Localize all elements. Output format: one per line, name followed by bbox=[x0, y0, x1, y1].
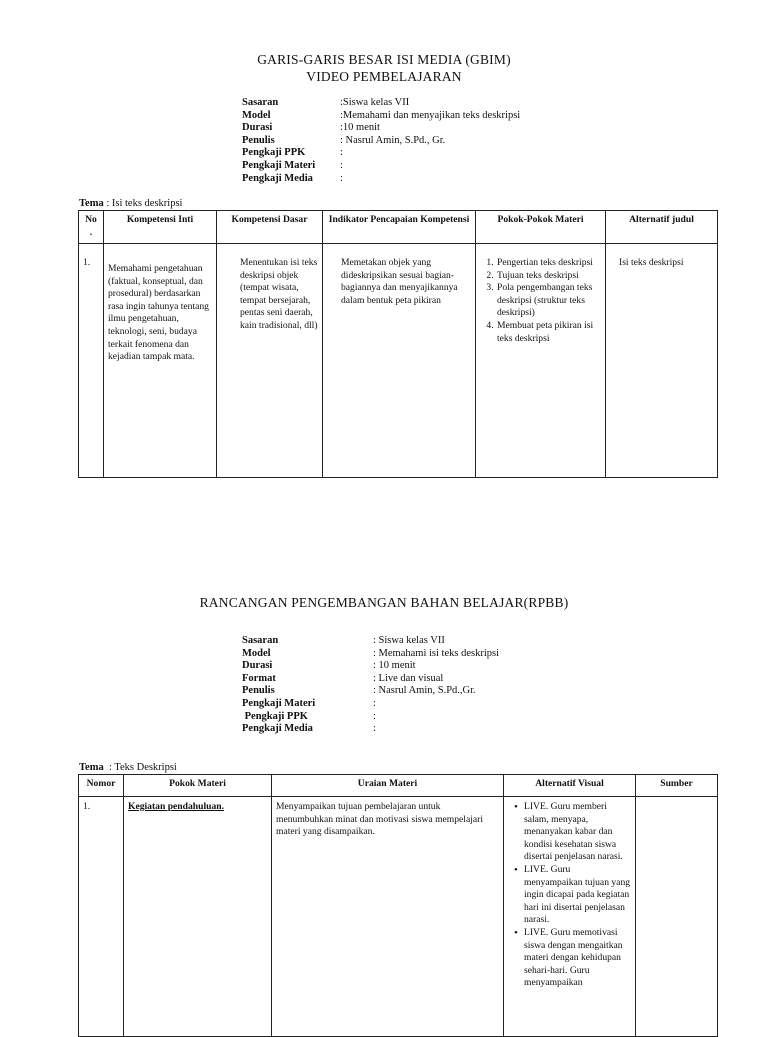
gbim-title-line1: GARIS-GARIS BESAR ISI MEDIA (GBIM) bbox=[257, 52, 511, 67]
rpbb-meta-row: Durasi : 10 menit bbox=[242, 660, 416, 672]
gbim-tema: Tema : Isi teks deskripsi bbox=[79, 198, 183, 209]
list-item: 2. Tujuan teks deskripsi bbox=[496, 270, 601, 283]
gbim-data-row bbox=[79, 244, 718, 478]
header-alternatif-visual: Alternatif Visual bbox=[504, 775, 636, 797]
rpbb-meta-row: Model : Memahami isi teks deskripsi bbox=[242, 647, 499, 659]
gbim-meta-row: Pengkaji Materi : bbox=[242, 159, 343, 171]
cell-pokok-materi bbox=[476, 244, 606, 478]
header-no: No . bbox=[79, 211, 104, 244]
rpbb-meta-row: Pengkaji Media : bbox=[242, 723, 376, 735]
gbim-table bbox=[78, 210, 718, 478]
rpbb-meta-row: Format : Live dan visual bbox=[242, 672, 444, 684]
cell-indikator: Memetakan objek yang dideskripsikan sesuai bagian-bagiannya dan menyajikannya dalam bentuk peta pikiran bbox=[323, 244, 476, 478]
rpbb-meta-row: Pengkaji PPK : bbox=[242, 710, 376, 722]
header-indikator: Indikator Pencapaian Kompetensi bbox=[323, 211, 476, 244]
gbim-meta-row: Pengkaji PPK : bbox=[242, 147, 343, 159]
list-item: • LIVE. Guru memberi salam, menyapa, menanyakan kabar dan kondisi kesehatan siswa disertai penjelasan narasi. bbox=[524, 801, 631, 864]
alternatif-visual-list bbox=[512, 801, 631, 990]
cell-kompetensi-inti: Memahami pengetahuan (faktual, konseptual, dan prosedural) berdasarkan rasa ingin tahunya tentang ilmu pengetahuan, teknologi, seni, budaya terkait fenomena dan kejadian tampak mata. bbox=[104, 244, 217, 478]
cell-alternatif-visual bbox=[504, 797, 636, 1037]
cell-alternatif-judul: Isi teks deskripsi bbox=[606, 244, 718, 478]
gbim-meta-block bbox=[242, 97, 520, 185]
rpbb-meta-row: Pengkaji Materi : bbox=[242, 697, 376, 709]
rpbb-meta-row: Penulis : Nasrul Amin, S.Pd.,Gr. bbox=[242, 685, 476, 697]
cell-uraian-materi: Menyampaikan tujuan pembelajaran untuk menumbuhkan minat dan motivasi siswa mempelajari materi yang disampaikan. bbox=[272, 797, 504, 1037]
rpbb-meta-row: Sasaran : Siswa kelas VII bbox=[242, 635, 445, 646]
gbim-header-row bbox=[79, 211, 718, 244]
header-alternatif-judul: Alternatif judul bbox=[606, 211, 718, 244]
cell-kompetensi-dasar: Menentukan isi teks deskripsi objek (tempat wisata, tempat bersejarah, pentas seni daerah, kain tradisional, dll) bbox=[217, 244, 323, 478]
cell-nomor: 1. bbox=[79, 797, 124, 1037]
cell-sumber bbox=[636, 797, 718, 1037]
gbim-meta-row: Pengkaji Media : bbox=[242, 172, 343, 184]
list-item: 3. Pola pengembangan teks deskripsi (struktur teks deskripsi) bbox=[496, 282, 601, 320]
list-item: • LIVE. Guru memotivasi siswa dengan mengaitkan materi dengan kehidupan sehari-hari. Guru menyampaikan bbox=[524, 927, 631, 990]
list-item: • LIVE. Guru menyampaikan tujuan yang ingin dicapai pada kegiatan hari ini disertai penjelasan narasi. bbox=[524, 864, 631, 927]
rpbb-meta-block bbox=[242, 635, 499, 736]
gbim-meta-row: Durasi :10 menit bbox=[242, 122, 380, 134]
cell-no: 1. bbox=[79, 244, 104, 478]
header-nomor: Nomor bbox=[79, 775, 124, 797]
gbim-meta-row: Model :Memahami dan menyajikan teks deskripsi bbox=[242, 109, 521, 121]
rpbb-table bbox=[78, 774, 718, 1037]
rpbb-data-row bbox=[79, 797, 718, 1037]
cell-pokok-materi: Kegiatan pendahuluan. bbox=[124, 797, 272, 1037]
header-pokok-materi: Pokok-Pokok Materi bbox=[476, 211, 606, 244]
header-sumber: Sumber bbox=[636, 775, 718, 797]
header-kompetensi-inti: Kompetensi Inti bbox=[104, 211, 217, 244]
header-pokok-materi: Pokok Materi bbox=[124, 775, 272, 797]
list-item: 4. Membuat peta pikiran isi teks deskripsi bbox=[496, 320, 601, 345]
rpbb-header-row bbox=[79, 775, 718, 797]
pokok-materi-list bbox=[480, 257, 601, 345]
gbim-meta-row: Penulis : Nasrul Amin, S.Pd., Gr. bbox=[242, 134, 446, 146]
list-item: 1. Pengertian teks deskripsi bbox=[496, 257, 601, 270]
rpbb-title: RANCANGAN PENGEMBANGAN BAHAN BELAJAR(RPBB) bbox=[199, 595, 569, 610]
header-kompetensi-dasar: Kompetensi Dasar bbox=[217, 211, 323, 244]
rpbb-tema: Tema : Teks Deskripsi bbox=[79, 762, 177, 773]
gbim-title-line2: VIDEO PEMBELAJARAN bbox=[306, 69, 462, 84]
gbim-meta-row: Sasaran :Siswa kelas VII bbox=[242, 97, 410, 108]
header-uraian-materi: Uraian Materi bbox=[272, 775, 504, 797]
